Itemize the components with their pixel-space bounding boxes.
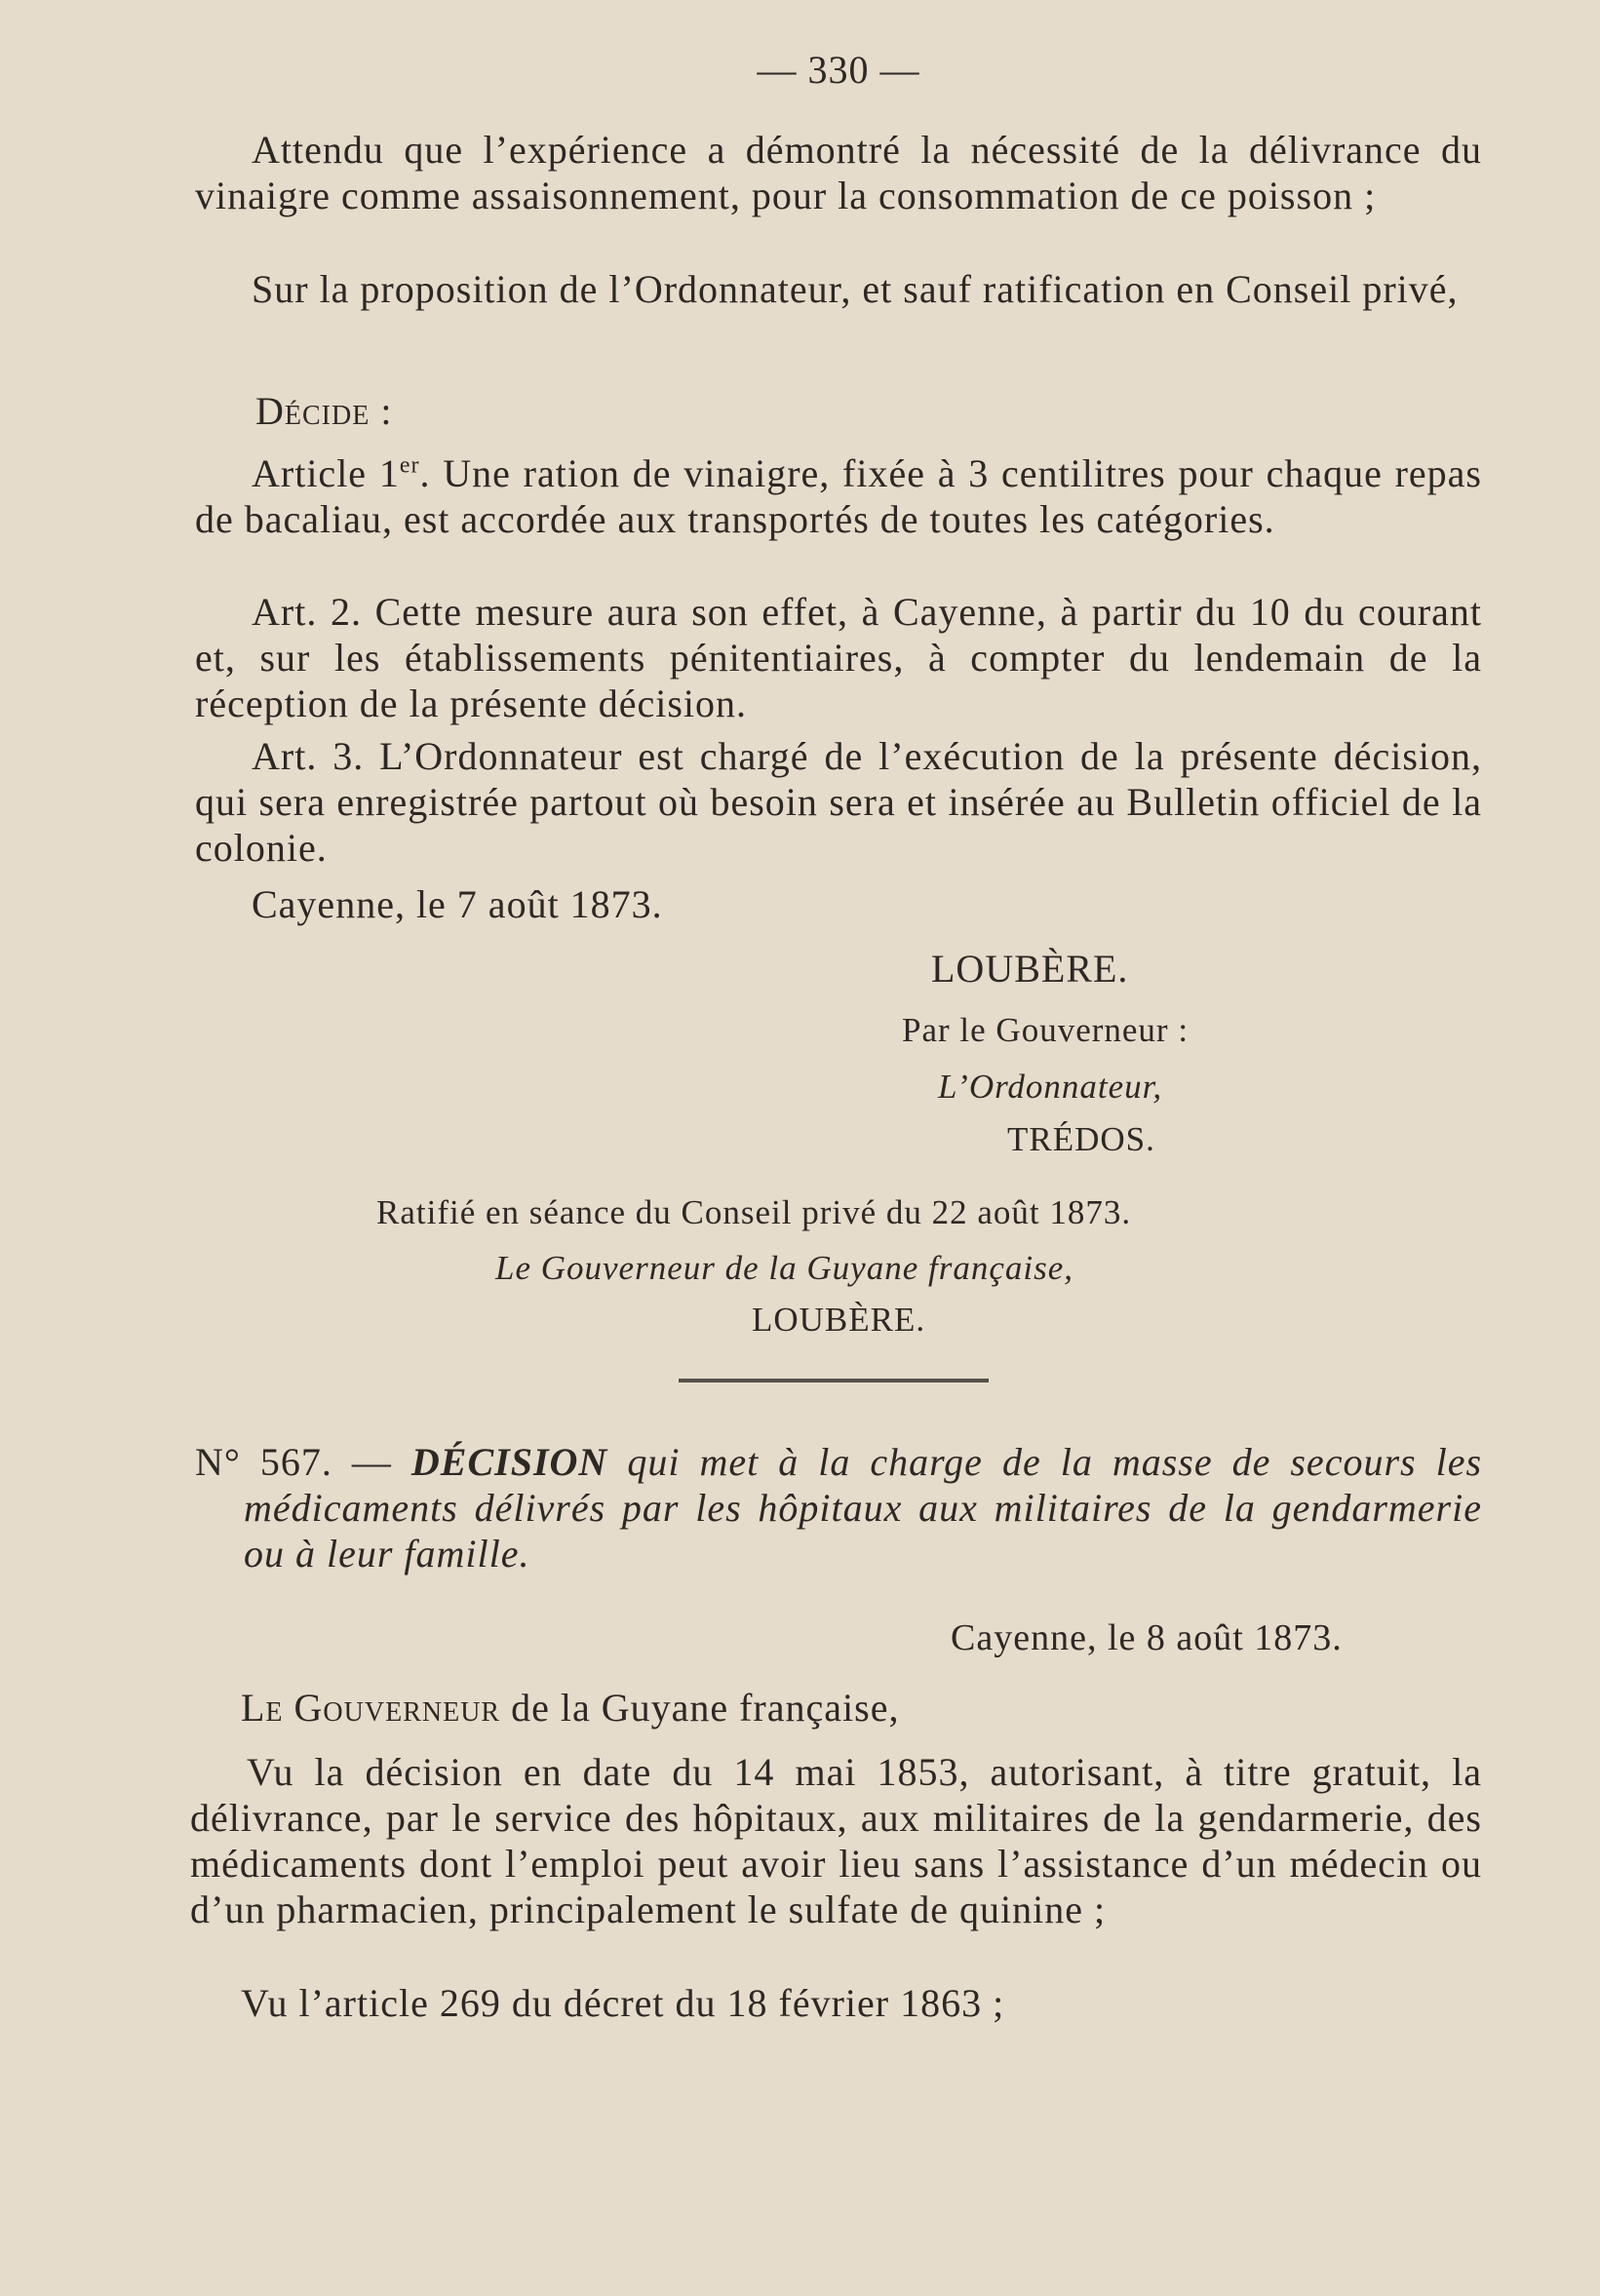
decision-number: N° 567. — bbox=[195, 1440, 392, 1484]
section-divider bbox=[679, 1379, 989, 1382]
paragraph-sur-proposition: Sur la proposition de l’Ordonnateur, et sauf ratification en Conseil privé, bbox=[252, 267, 1459, 311]
article-2: Art. 2. Cette mesure aura son effet, à Cayenne, à partir du 10 du courant et, sur les établissements pénitentiaires, à compter du lendemain de la réception de la présente décision. bbox=[195, 590, 1482, 725]
article-1 bbox=[195, 450, 1482, 542]
ordonnateur-name: TRÉDOS. bbox=[1007, 1120, 1155, 1158]
article-1-text: . Une ration de vinaigre, fixée à 3 centilitres pour chaque repas de bacaliau, est accordée aux transportés de toutes les catégories. bbox=[195, 451, 1482, 541]
paragraph-attendu: Attendu que l’expérience a démontré la nécessité de la délivrance du vinaigre comme assaisonnement, pour la consommation de ce poisson ; bbox=[195, 128, 1482, 217]
signature-governor-1: LOUBÈRE. bbox=[931, 947, 1129, 991]
decision-keyword: DÉCISION bbox=[410, 1440, 608, 1484]
decision-567-heading bbox=[195, 1439, 1482, 1576]
ratification-line: Ratifié en séance du Conseil privé du 22 août 1873. bbox=[376, 1193, 1132, 1231]
par-le-gouverneur: Par le Gouverneur : bbox=[902, 1011, 1190, 1049]
decide-heading: Décide : bbox=[255, 389, 393, 433]
le-gouverneur-rest: de la Guyane française, bbox=[511, 1686, 900, 1730]
date-line-1: Cayenne, le 7 août 1873. bbox=[252, 882, 663, 926]
le-gouverneur-caps: Le Gouverneur bbox=[241, 1686, 501, 1730]
le-gouverneur-line bbox=[241, 1685, 1313, 1731]
page-number: — 330 — bbox=[757, 48, 920, 92]
paragraph-vu-article: Vu l’article 269 du décret du 18 février 1863 ; bbox=[241, 1981, 1005, 2025]
decision-description: qui met à la charge de la masse de secours les médicaments délivrés par les hôpitaux aux militaires de la gendarmerie ou à leur famille. bbox=[244, 1440, 1483, 1576]
article-1-label: Article 1 bbox=[252, 451, 400, 495]
ordonnateur-title: L’Ordonnateur, bbox=[938, 1068, 1163, 1106]
article-1-superscript: er bbox=[399, 452, 420, 479]
date-line-2: Cayenne, le 8 août 1873. bbox=[951, 1617, 1343, 1658]
article-3: Art. 3. L’Ordonnateur est chargé de l’exécution de la présente décision, qui sera enregistrée partout où besoin sera et insérée au Bulletin officiel de la colonie. bbox=[195, 734, 1482, 870]
signature-governor-2: LOUBÈRE. bbox=[752, 1301, 926, 1339]
gouverneur-title: Le Gouverneur de la Guyane française, bbox=[495, 1249, 1073, 1287]
paragraph-vu-decision: Vu la décision en date du 14 mai 1853, autorisant, à titre gratuit, la délivrance, par le service des hôpitaux, aux militaires de la gendarmerie, des médicaments dont l’emploi peut avoir lieu sans l’assistance d’un médecin ou d’un pharmacien, principalement le sulfate de quinine ; bbox=[190, 1750, 1482, 1931]
